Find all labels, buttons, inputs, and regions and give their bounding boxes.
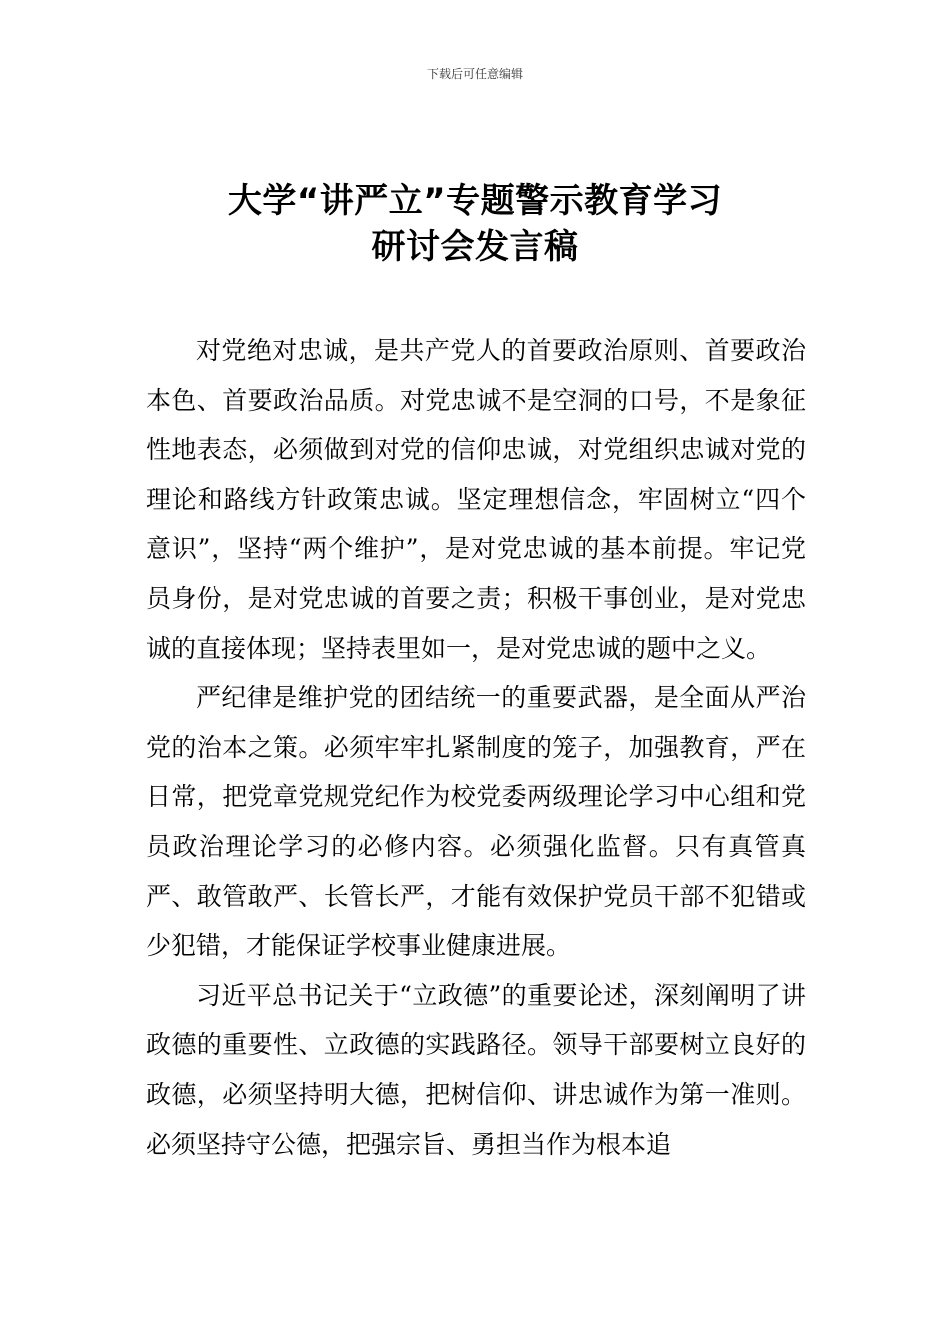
header-note: 下载后可任意编辑 [426, 67, 523, 81]
document-body [146, 326, 806, 1169]
title-line-1: 大学“讲严立”专题警示教育学习 [227, 181, 723, 221]
paragraph-2: 严纪律是维护党的团结统一的重要武器，是全面从严治党的治本之策。必须牢牢扎紧制度的笼子，加强教育，严在日常，把党章党规党纪作为校党委两级理论学习中心组和党员政治理论学习的必修内容。必须强化监督。只有真管真严、敢管敢严、长管长严，才能有效保护党员干部不犯错或少犯错，才能保证学校事业健康进展。 [146, 683, 806, 961]
paragraph-1: 对党绝对忠诚，是共产党人的首要政治原则、首要政治本色、首要政治品质。对党忠诚不是空洞的口号，不是象征性地表态，必须做到对党的信仰忠诚，对党组织忠诚对党的理论和路线方针政策忠诚。坚定理想信念，牢固树立“四个意识”，坚持“两个维护”，是对党忠诚的基本前提。牢记党员身份，是对党忠诚的首要之责；积极干事创业，是对党忠诚的直接体现；坚持表里如一，是对党忠诚的题中之义。 [146, 336, 806, 663]
paragraph-3: 习近平总书记关于“立政德”的重要论述，深刻阐明了讲政德的重要性、立政德的实践路径。领导干部要树立良好的政德，必须坚持明大德，把树信仰、讲忠诚作为第一准则。必须坚持守公德，把强宗旨、勇担当作为根本追 [146, 980, 806, 1159]
title-line-2: 研讨会发言稿 [371, 227, 579, 267]
document-title [0, 178, 950, 270]
